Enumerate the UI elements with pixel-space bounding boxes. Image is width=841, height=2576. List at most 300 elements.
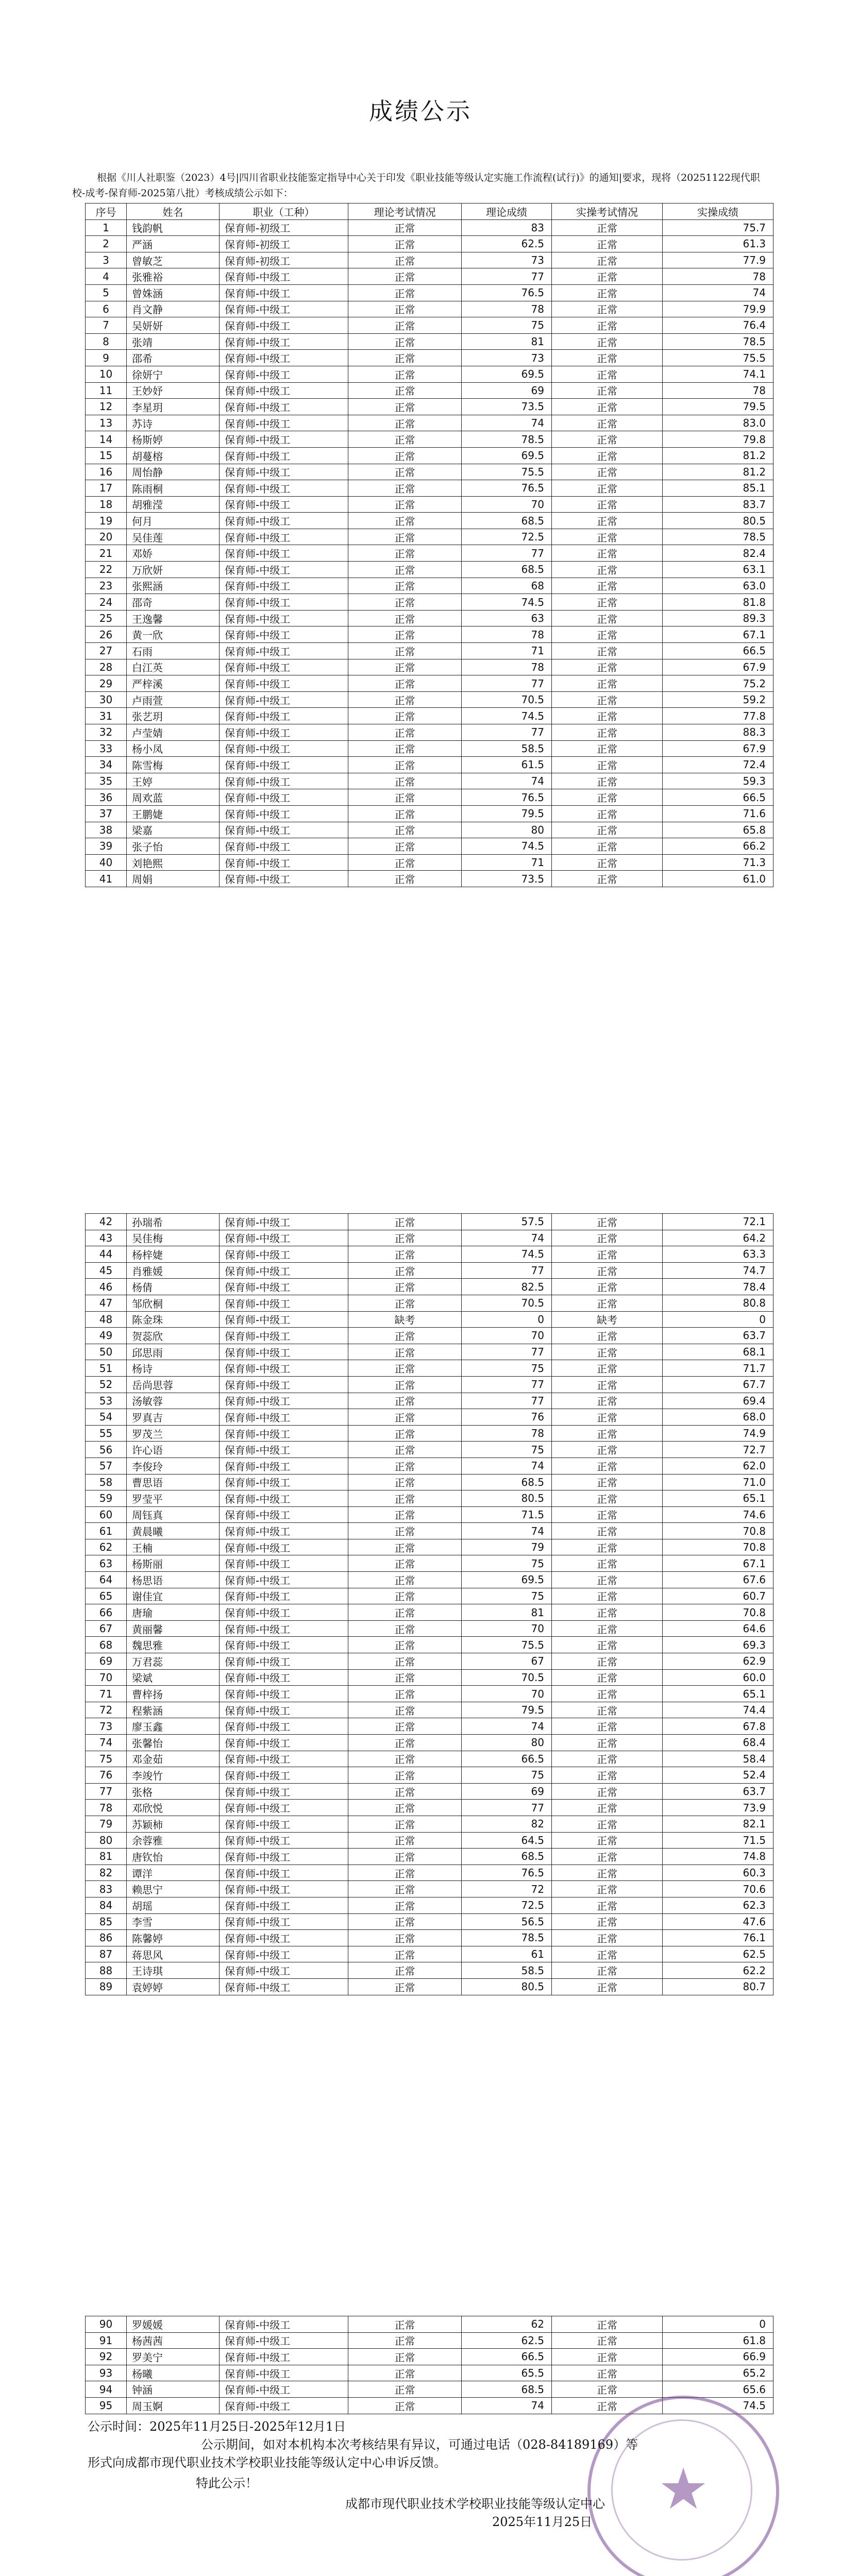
table-cell: 王逸馨 bbox=[127, 610, 220, 626]
column-header: 实操成绩 bbox=[663, 204, 773, 220]
table-cell: 65.1 bbox=[663, 1686, 773, 1702]
table-cell: 保育师-中级工 bbox=[220, 1702, 348, 1718]
table-cell: 正常 bbox=[348, 350, 462, 366]
table-cell: 万欣妍 bbox=[127, 562, 220, 578]
table-cell: 92 bbox=[86, 2349, 127, 2365]
table-cell: 正常 bbox=[552, 268, 663, 285]
table-cell: 保育师-中级工 bbox=[220, 626, 348, 643]
table-cell: 81 bbox=[462, 333, 552, 350]
table-cell: 苏诗 bbox=[127, 415, 220, 431]
table-cell: 8 bbox=[86, 333, 127, 350]
table-cell: 正常 bbox=[552, 643, 663, 659]
table-cell: 74 bbox=[86, 1735, 127, 1751]
table-cell: 82 bbox=[462, 1816, 552, 1832]
table-cell: 正常 bbox=[348, 1669, 462, 1686]
table-row bbox=[86, 626, 773, 643]
table-cell: 74.5 bbox=[462, 594, 552, 611]
table-cell: 保育师-中级工 bbox=[220, 1539, 348, 1555]
table-cell: 正常 bbox=[552, 1653, 663, 1670]
table-cell: 正常 bbox=[348, 1946, 462, 1962]
table-cell: 正常 bbox=[348, 415, 462, 431]
table-cell: 正常 bbox=[552, 513, 663, 529]
table-cell: 保育师-中级工 bbox=[220, 805, 348, 822]
table-cell: 正常 bbox=[348, 1865, 462, 1881]
table-cell: 保育师-中级工 bbox=[220, 1474, 348, 1490]
table-cell: 76 bbox=[86, 1767, 127, 1784]
table-cell: 保育师-中级工 bbox=[220, 464, 348, 480]
table-cell: 正常 bbox=[552, 757, 663, 773]
table-cell: 吴妍妍 bbox=[127, 317, 220, 334]
table-cell: 66.5 bbox=[462, 2349, 552, 2365]
table-cell: 正常 bbox=[552, 1539, 663, 1555]
table-cell: 74.6 bbox=[663, 1506, 773, 1523]
table-cell: 68.0 bbox=[663, 1409, 773, 1426]
table-cell: 正常 bbox=[552, 675, 663, 692]
table-cell: 王楠 bbox=[127, 1539, 220, 1555]
table-cell: 正常 bbox=[552, 1767, 663, 1784]
table-cell: 82 bbox=[86, 1865, 127, 1881]
table-cell: 正常 bbox=[348, 382, 462, 399]
table-cell: 保育师-中级工 bbox=[220, 284, 348, 301]
table-cell: 保育师-中级工 bbox=[220, 1360, 348, 1377]
table-cell: 52 bbox=[86, 1376, 127, 1393]
table-cell: 正常 bbox=[348, 1588, 462, 1604]
table-cell: 保育师-中级工 bbox=[220, 1409, 348, 1426]
table-cell: 正常 bbox=[552, 2332, 663, 2349]
table-cell: 正常 bbox=[552, 1702, 663, 1718]
table-row bbox=[86, 1735, 773, 1751]
table-cell: 74 bbox=[462, 1230, 552, 1246]
table-cell: 正常 bbox=[552, 447, 663, 464]
table-cell: 75 bbox=[462, 1360, 552, 1377]
table-body-1 bbox=[86, 204, 773, 887]
table-row bbox=[86, 2349, 773, 2365]
table-cell: 23 bbox=[86, 578, 127, 594]
table-cell: 83 bbox=[462, 219, 552, 236]
table-cell: 10 bbox=[86, 366, 127, 382]
table-cell: 石雨 bbox=[127, 643, 220, 659]
table-cell: 72.5 bbox=[462, 529, 552, 545]
table-cell: 正常 bbox=[552, 480, 663, 497]
table-cell: 68.5 bbox=[462, 562, 552, 578]
table-cell: 正常 bbox=[348, 1800, 462, 1816]
table-cell: 78 bbox=[86, 1800, 127, 1816]
table-cell: 保育师-中级工 bbox=[220, 1767, 348, 1784]
table-row bbox=[86, 2365, 773, 2381]
table-cell: 正常 bbox=[552, 805, 663, 822]
table-cell: 74 bbox=[663, 284, 773, 301]
table-cell: 正常 bbox=[552, 659, 663, 675]
table-cell: 杨思语 bbox=[127, 1572, 220, 1588]
table-cell: 刘艳熙 bbox=[127, 854, 220, 871]
column-header: 序号 bbox=[86, 204, 127, 220]
table-row bbox=[86, 1751, 773, 1767]
table-cell: 李雪 bbox=[127, 1913, 220, 1930]
table-cell: 正常 bbox=[348, 1620, 462, 1637]
table-cell: 0 bbox=[663, 2316, 773, 2333]
table-row bbox=[86, 1214, 773, 1230]
table-cell: 王诗琪 bbox=[127, 1962, 220, 1979]
table-cell: 91 bbox=[86, 2332, 127, 2349]
table-cell: 张格 bbox=[127, 1783, 220, 1800]
table-row bbox=[86, 1523, 773, 1539]
table-cell: 65.5 bbox=[462, 2365, 552, 2381]
table-cell: 75.5 bbox=[462, 1637, 552, 1653]
table-cell: 保育师-中级工 bbox=[220, 854, 348, 871]
table-cell: 许心语 bbox=[127, 1442, 220, 1458]
score-table-page-2 bbox=[85, 1213, 773, 1995]
table-cell: 保育师-中级工 bbox=[220, 1442, 348, 1458]
table-row bbox=[86, 1246, 773, 1263]
table-cell: 杨倩 bbox=[127, 1279, 220, 1295]
table-cell: 74.1 bbox=[663, 366, 773, 382]
table-row bbox=[86, 2381, 773, 2398]
table-cell: 保育师-中级工 bbox=[220, 431, 348, 448]
table-cell: 61 bbox=[462, 1946, 552, 1962]
page-title: 成绩公示 bbox=[369, 97, 472, 125]
table-cell: 正常 bbox=[552, 366, 663, 382]
column-header: 理论考试情况 bbox=[348, 204, 462, 220]
table-cell: 82.5 bbox=[462, 1279, 552, 1295]
table-row bbox=[86, 643, 773, 659]
table-cell: 63 bbox=[86, 1555, 127, 1572]
table-cell: 正常 bbox=[552, 1800, 663, 1816]
table-cell: 80.5 bbox=[663, 513, 773, 529]
table-row bbox=[86, 1393, 773, 1409]
table-cell: 正常 bbox=[348, 268, 462, 285]
table-cell: 保育师-中级工 bbox=[220, 399, 348, 415]
table-cell: 贺蕊欣 bbox=[127, 1328, 220, 1344]
table-row bbox=[86, 1295, 773, 1311]
table-cell: 邱思雨 bbox=[127, 1344, 220, 1360]
table-cell: 正常 bbox=[348, 757, 462, 773]
table-cell: 魏思雅 bbox=[127, 1637, 220, 1653]
table-cell: 18 bbox=[86, 496, 127, 513]
table-cell: 正常 bbox=[348, 1490, 462, 1507]
table-cell: 正常 bbox=[348, 2332, 462, 2349]
table-cell: 9 bbox=[86, 350, 127, 366]
table-cell: 71 bbox=[462, 854, 552, 871]
table-cell: 曾敏芝 bbox=[127, 252, 220, 268]
footer-date: 2025年11月25日 bbox=[492, 2515, 593, 2529]
table-cell: 保育师-中级工 bbox=[220, 496, 348, 513]
table-cell: 60 bbox=[86, 1506, 127, 1523]
table-cell: 保育师-中级工 bbox=[220, 545, 348, 562]
table-cell: 缺考 bbox=[348, 1311, 462, 1328]
table-row bbox=[86, 740, 773, 757]
footer-organization: 成都市现代职业技术学校职业技能等级认定中心 bbox=[345, 2497, 605, 2511]
table-cell: 岳尚思蓉 bbox=[127, 1376, 220, 1393]
table-cell: 78 bbox=[663, 382, 773, 399]
table-cell: 79 bbox=[86, 1816, 127, 1832]
table-cell: 正常 bbox=[348, 838, 462, 855]
table-cell: 杨曦 bbox=[127, 2365, 220, 2381]
table-cell: 95 bbox=[86, 2397, 127, 2414]
table-cell: 81.2 bbox=[663, 447, 773, 464]
table-cell: 正常 bbox=[552, 415, 663, 431]
table-cell: 汤敏蓉 bbox=[127, 1393, 220, 1409]
table-cell: 曹思语 bbox=[127, 1474, 220, 1490]
table-cell: 正常 bbox=[348, 1214, 462, 1230]
table-cell: 77.8 bbox=[663, 708, 773, 724]
table-row bbox=[86, 757, 773, 773]
table-cell: 保育师-中级工 bbox=[220, 1344, 348, 1360]
table-cell: 唐瑜 bbox=[127, 1604, 220, 1621]
table-cell: 保育师-中级工 bbox=[220, 447, 348, 464]
table-cell: 71.5 bbox=[462, 1506, 552, 1523]
table-cell: 保育师-中级工 bbox=[220, 1311, 348, 1328]
table-cell: 43 bbox=[86, 1230, 127, 1246]
table-cell: 正常 bbox=[348, 1897, 462, 1913]
table-cell: 正常 bbox=[552, 1783, 663, 1800]
table-cell: 40 bbox=[86, 854, 127, 871]
table-cell: 梁斌 bbox=[127, 1669, 220, 1686]
table-cell: 70.8 bbox=[663, 1539, 773, 1555]
table-cell: 62.9 bbox=[663, 1653, 773, 1670]
table-cell: 63.1 bbox=[663, 562, 773, 578]
table-cell: 82.1 bbox=[663, 1816, 773, 1832]
table-cell: 正常 bbox=[348, 1735, 462, 1751]
table-cell: 正常 bbox=[552, 333, 663, 350]
table-cell: 正常 bbox=[348, 659, 462, 675]
table-cell: 正常 bbox=[552, 1376, 663, 1393]
table-cell: 正常 bbox=[348, 366, 462, 382]
table-cell: 正常 bbox=[552, 1523, 663, 1539]
table-cell: 王鹏婕 bbox=[127, 805, 220, 822]
table-cell: 保育师-中级工 bbox=[220, 871, 348, 887]
table-row bbox=[86, 594, 773, 611]
table-cell: 78.4 bbox=[663, 1279, 773, 1295]
table-row bbox=[86, 1230, 773, 1246]
table-cell: 余蓉雅 bbox=[127, 1832, 220, 1849]
table-cell: 83.7 bbox=[663, 496, 773, 513]
table-cell: 罗媛媛 bbox=[127, 2316, 220, 2333]
table-cell: 60.7 bbox=[663, 1588, 773, 1604]
table-cell: 81.8 bbox=[663, 594, 773, 611]
table-row bbox=[86, 691, 773, 708]
table-cell: 周怡静 bbox=[127, 464, 220, 480]
table-cell: 黄丽馨 bbox=[127, 1620, 220, 1637]
table-cell: 正常 bbox=[348, 871, 462, 887]
table-row bbox=[86, 562, 773, 578]
table-cell: 正常 bbox=[552, 1832, 663, 1849]
table-row bbox=[86, 708, 773, 724]
table-cell: 74 bbox=[462, 1523, 552, 1539]
table-cell: 19 bbox=[86, 513, 127, 529]
table-cell: 保育师-中级工 bbox=[220, 350, 348, 366]
table-cell: 53 bbox=[86, 1393, 127, 1409]
table-cell: 保育师-中级工 bbox=[220, 1295, 348, 1311]
table-cell: 72 bbox=[462, 1881, 552, 1897]
table-cell: 50 bbox=[86, 1344, 127, 1360]
table-cell: 77 bbox=[462, 724, 552, 741]
table-cell: 76.5 bbox=[462, 480, 552, 497]
table-cell: 58.5 bbox=[462, 740, 552, 757]
table-row bbox=[86, 1718, 773, 1735]
table-cell: 63.7 bbox=[663, 1328, 773, 1344]
table-cell: 74 bbox=[462, 773, 552, 789]
table-row bbox=[86, 1328, 773, 1344]
table-cell: 正常 bbox=[552, 1751, 663, 1767]
table-cell: 李俊玲 bbox=[127, 1458, 220, 1474]
table-cell: 罗真吉 bbox=[127, 1409, 220, 1426]
table-cell: 77 bbox=[462, 1800, 552, 1816]
table-row bbox=[86, 1849, 773, 1865]
table-cell: 保育师-中级工 bbox=[220, 1978, 348, 1995]
table-cell: 79.5 bbox=[663, 399, 773, 415]
table-cell: 81 bbox=[462, 1604, 552, 1621]
table-cell: 77 bbox=[462, 1344, 552, 1360]
table-cell: 77 bbox=[462, 1262, 552, 1279]
table-cell: 66.2 bbox=[663, 838, 773, 855]
table-cell: 正常 bbox=[348, 1686, 462, 1702]
table-cell: 正常 bbox=[552, 1490, 663, 1507]
table-cell: 保育师-中级工 bbox=[220, 594, 348, 611]
table-cell: 13 bbox=[86, 415, 127, 431]
table-cell: 69.5 bbox=[462, 1572, 552, 1588]
table-row bbox=[86, 1604, 773, 1621]
table-cell: 79 bbox=[462, 1539, 552, 1555]
table-row bbox=[86, 1913, 773, 1930]
table-row bbox=[86, 1800, 773, 1816]
table-cell: 保育师-中级工 bbox=[220, 1506, 348, 1523]
table-cell: 曹梓扬 bbox=[127, 1686, 220, 1702]
table-cell: 保育师-初级工 bbox=[220, 236, 348, 252]
table-cell: 72.5 bbox=[462, 1897, 552, 1913]
table-cell: 41 bbox=[86, 871, 127, 887]
table-cell: 正常 bbox=[552, 2349, 663, 2365]
table-cell: 69.3 bbox=[663, 1637, 773, 1653]
table-cell: 12 bbox=[86, 399, 127, 415]
table-cell: 正常 bbox=[348, 1978, 462, 1995]
table-cell: 78.5 bbox=[663, 333, 773, 350]
table-cell: 69 bbox=[462, 1783, 552, 1800]
table-cell: 胡蔓榕 bbox=[127, 447, 220, 464]
score-table-page-1 bbox=[85, 203, 773, 887]
table-cell: 正常 bbox=[348, 2397, 462, 2414]
table-cell: 正常 bbox=[552, 1881, 663, 1897]
table-cell: 正常 bbox=[552, 1946, 663, 1962]
table-row bbox=[86, 447, 773, 464]
table-row bbox=[86, 1360, 773, 1377]
table-cell: 72.1 bbox=[663, 1214, 773, 1230]
table-cell: 正常 bbox=[348, 399, 462, 415]
table-cell: 罗莹平 bbox=[127, 1490, 220, 1507]
table-cell: 85 bbox=[86, 1913, 127, 1930]
table-cell: 68.5 bbox=[462, 1474, 552, 1490]
table-cell: 正常 bbox=[552, 219, 663, 236]
table-cell: 正常 bbox=[348, 2365, 462, 2381]
table-row bbox=[86, 1686, 773, 1702]
table-cell: 正常 bbox=[348, 284, 462, 301]
table-row bbox=[86, 1930, 773, 1946]
table-cell: 74.8 bbox=[663, 1849, 773, 1865]
table-cell: 64 bbox=[86, 1572, 127, 1588]
table-cell: 4 bbox=[86, 268, 127, 285]
table-cell: 保育师-中级工 bbox=[220, 610, 348, 626]
table-cell: 保育师-中级工 bbox=[220, 691, 348, 708]
table-cell: 69.4 bbox=[663, 1393, 773, 1409]
table-cell: 75 bbox=[462, 1588, 552, 1604]
table-cell: 76.1 bbox=[663, 1930, 773, 1946]
table-cell: 83.0 bbox=[663, 415, 773, 431]
table-cell: 正常 bbox=[348, 1767, 462, 1784]
table-cell: 正常 bbox=[552, 822, 663, 838]
table-cell: 70.8 bbox=[663, 1604, 773, 1621]
table-cell: 5 bbox=[86, 284, 127, 301]
table-cell: 6 bbox=[86, 301, 127, 317]
table-cell: 62.5 bbox=[663, 1946, 773, 1962]
table-row bbox=[86, 219, 773, 236]
table-cell: 卢莹婧 bbox=[127, 724, 220, 741]
table-cell: 保育师-中级工 bbox=[220, 789, 348, 806]
table-cell: 58 bbox=[86, 1474, 127, 1490]
table-cell: 73 bbox=[462, 252, 552, 268]
table-cell: 74.7 bbox=[663, 1262, 773, 1279]
table-cell: 79.5 bbox=[462, 1702, 552, 1718]
table-row bbox=[86, 545, 773, 562]
table-cell: 保育师-中级工 bbox=[220, 1686, 348, 1702]
table-cell: 正常 bbox=[348, 252, 462, 268]
table-row bbox=[86, 838, 773, 855]
table-cell: 79.8 bbox=[663, 431, 773, 448]
table-cell: 正常 bbox=[552, 1328, 663, 1344]
table-cell: 保育师-中级工 bbox=[220, 1735, 348, 1751]
table-cell: 57 bbox=[86, 1458, 127, 1474]
table-cell: 70.5 bbox=[462, 1295, 552, 1311]
table-cell: 59 bbox=[86, 1490, 127, 1507]
table-cell: 保育师-中级工 bbox=[220, 1555, 348, 1572]
table-row bbox=[86, 659, 773, 675]
table-cell: 正常 bbox=[552, 545, 663, 562]
table-cell: 55 bbox=[86, 1425, 127, 1442]
table-cell: 80.5 bbox=[462, 1490, 552, 1507]
table-row bbox=[86, 724, 773, 741]
table-cell: 保育师-中级工 bbox=[220, 382, 348, 399]
table-cell: 保育师-中级工 bbox=[220, 301, 348, 317]
table-cell: 正常 bbox=[348, 822, 462, 838]
table-cell: 71.6 bbox=[663, 805, 773, 822]
table-cell: 保育师-中级工 bbox=[220, 1669, 348, 1686]
table-cell: 罗茂兰 bbox=[127, 1425, 220, 1442]
table-cell: 正常 bbox=[552, 578, 663, 594]
table-cell: 75.7 bbox=[663, 219, 773, 236]
table-cell: 34 bbox=[86, 757, 127, 773]
table-cell: 70.6 bbox=[663, 1881, 773, 1897]
table-cell: 81.2 bbox=[663, 464, 773, 480]
table-cell: 78.5 bbox=[462, 431, 552, 448]
table-cell: 94 bbox=[86, 2381, 127, 2398]
table-row bbox=[86, 1978, 773, 1995]
table-cell: 胡雅滢 bbox=[127, 496, 220, 513]
table-cell: 保育师-中级工 bbox=[220, 1865, 348, 1881]
table-cell: 51 bbox=[86, 1360, 127, 1377]
table-row bbox=[86, 854, 773, 871]
table-cell: 万君蕊 bbox=[127, 1653, 220, 1670]
table-cell: 正常 bbox=[348, 643, 462, 659]
table-row bbox=[86, 415, 773, 431]
table-cell: 正常 bbox=[348, 1295, 462, 1311]
table-cell: 52.4 bbox=[663, 1767, 773, 1784]
table-cell: 吴佳莲 bbox=[127, 529, 220, 545]
footer-notice-1: 公示期间，如对本机构本次考核结果有异议，可通过电话（028-84189169）等 bbox=[201, 2437, 638, 2452]
table-cell: 正常 bbox=[552, 1865, 663, 1881]
table-cell: 61 bbox=[86, 1523, 127, 1539]
table-cell: 64.5 bbox=[462, 1832, 552, 1849]
table-row bbox=[86, 350, 773, 366]
table-row bbox=[86, 1279, 773, 1295]
table-cell: 杨斯丽 bbox=[127, 1555, 220, 1572]
